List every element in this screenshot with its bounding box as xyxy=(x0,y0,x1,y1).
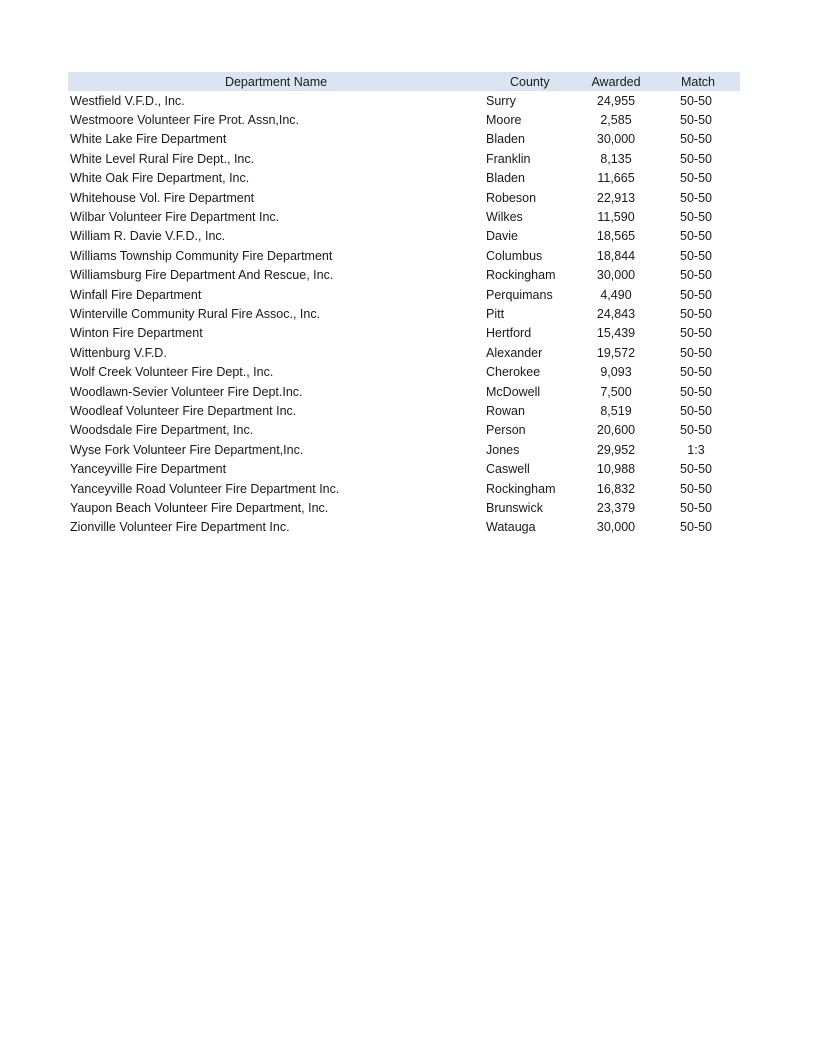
header-row xyxy=(68,72,740,91)
table-row xyxy=(68,324,740,343)
match-ratio-cell: 50-50 xyxy=(680,132,712,147)
awarded-amount-cell: 10,988 xyxy=(596,462,636,477)
department-name-cell: Yaupon Beach Volunteer Fire Department, Inc. xyxy=(70,500,329,515)
match-ratio-cell: 50-50 xyxy=(680,423,712,438)
awarded-amount-cell: 29,952 xyxy=(596,442,636,457)
table-row xyxy=(68,207,740,226)
awarded-amount-cell: 7,500 xyxy=(600,384,632,399)
department-name-cell: Winterville Community Rural Fire Assoc., Inc. xyxy=(70,306,321,321)
table-row xyxy=(68,518,740,537)
match-ratio-cell: 50-50 xyxy=(680,171,712,186)
county-cell: Robeson xyxy=(486,190,537,205)
county-cell: Bladen xyxy=(486,132,525,147)
table-row xyxy=(68,227,740,246)
department-name-cell: Wolf Creek Volunteer Fire Dept., Inc. xyxy=(70,365,274,380)
department-name-cell: Winfall Fire Department xyxy=(70,287,202,302)
awarded-amount-cell: 24,955 xyxy=(596,93,636,108)
county-cell: Franklin xyxy=(486,151,531,166)
table-row xyxy=(68,285,740,304)
department-name-cell: Woodsdale Fire Department, Inc. xyxy=(70,423,254,438)
awarded-amount-cell: 8,519 xyxy=(600,403,632,418)
department-name-cell: Woodlawn-Sevier Volunteer Fire Dept.Inc. xyxy=(70,384,303,399)
table-body xyxy=(68,91,740,537)
county-cell: Surry xyxy=(486,93,516,108)
department-name-cell: Wittenburg V.F.D. xyxy=(70,345,167,360)
table-row xyxy=(68,188,740,207)
department-name-cell: Woodleaf Volunteer Fire Department Inc. xyxy=(70,403,297,418)
match-ratio-cell: 50-50 xyxy=(680,287,712,302)
table-row xyxy=(68,91,740,110)
county-cell: Caswell xyxy=(486,462,530,477)
awarded-amount-cell: 24,843 xyxy=(596,306,636,321)
table-row xyxy=(68,440,740,459)
match-ratio-cell: 50-50 xyxy=(680,345,712,360)
table-row xyxy=(68,498,740,517)
table-row xyxy=(68,149,740,168)
match-ratio-cell: 50-50 xyxy=(680,229,712,244)
awarded-amount-cell: 11,665 xyxy=(597,171,635,186)
match-ratio-cell: 50-50 xyxy=(680,190,712,205)
awarded-amount-cell: 18,844 xyxy=(596,248,636,263)
match-ratio-cell: 50-50 xyxy=(680,113,712,128)
department-name-cell: Yanceyville Road Volunteer Fire Department Inc. xyxy=(70,481,340,496)
department-name-cell: William R. Davie V.F.D., Inc. xyxy=(70,229,226,244)
match-ratio-cell: 50-50 xyxy=(680,365,712,380)
county-cell: Bladen xyxy=(486,171,525,186)
table-row xyxy=(68,479,740,498)
department-name-cell: Westfield V.F.D., Inc. xyxy=(70,93,185,108)
county-cell: Hertford xyxy=(486,326,532,341)
department-name-cell: White Level Rural Fire Dept., Inc. xyxy=(70,151,255,166)
county-cell: Rockingham xyxy=(486,268,556,283)
table-row xyxy=(68,246,740,265)
match-ratio-cell: 50-50 xyxy=(680,268,712,283)
department-name-cell: Williamsburg Fire Department And Rescue, Inc. xyxy=(70,268,334,283)
county-cell: Watauga xyxy=(486,520,536,535)
department-name-cell: Zionville Volunteer Fire Department Inc. xyxy=(70,520,290,535)
table-row xyxy=(68,421,740,440)
header-match: Match xyxy=(680,74,716,89)
table-row xyxy=(68,110,740,129)
match-ratio-cell: 50-50 xyxy=(680,384,712,399)
match-ratio-cell: 1:3 xyxy=(687,442,705,457)
county-cell: Pitt xyxy=(486,306,505,321)
county-cell: Alexander xyxy=(486,345,543,360)
county-cell: Brunswick xyxy=(486,500,543,515)
match-ratio-cell: 50-50 xyxy=(680,306,712,321)
awarded-amount-cell: 19,572 xyxy=(596,345,636,360)
match-ratio-cell: 50-50 xyxy=(680,326,712,341)
match-ratio-cell: 50-50 xyxy=(680,93,712,108)
table-row xyxy=(68,266,740,285)
table-row xyxy=(68,362,740,381)
county-cell: McDowell xyxy=(486,384,541,399)
county-cell: Moore xyxy=(486,113,522,128)
county-cell: Jones xyxy=(486,442,520,457)
county-cell: Wilkes xyxy=(486,210,523,225)
awarded-amount-cell: 11,590 xyxy=(597,210,635,225)
awarded-amount-cell: 15,439 xyxy=(596,326,636,341)
department-name-cell: Whitehouse Vol. Fire Department xyxy=(70,190,255,205)
awarded-amount-cell: 30,000 xyxy=(596,520,636,535)
awarded-amount-cell: 16,832 xyxy=(596,481,636,496)
awarded-amount-cell: 20,600 xyxy=(596,423,636,438)
department-name-cell: Wyse Fork Volunteer Fire Department,Inc. xyxy=(70,442,304,457)
department-name-cell: Williams Township Community Fire Department xyxy=(70,248,333,263)
header-department-name: Department Name xyxy=(224,74,328,89)
county-cell: Rockingham xyxy=(486,481,556,496)
awarded-amount-cell: 30,000 xyxy=(596,132,636,147)
table-row xyxy=(68,459,740,478)
awarded-amount-cell: 18,565 xyxy=(596,229,636,244)
match-ratio-cell: 50-50 xyxy=(680,520,712,535)
table-row xyxy=(68,382,740,401)
match-ratio-cell: 50-50 xyxy=(680,462,712,477)
awarded-amount-cell: 30,000 xyxy=(596,268,636,283)
department-name-cell: Wilbar Volunteer Fire Department Inc. xyxy=(70,210,280,225)
awarded-amount-cell: 9,093 xyxy=(600,365,632,380)
department-name-cell: White Lake Fire Department xyxy=(70,132,227,147)
department-name-cell: Yanceyville Fire Department xyxy=(70,462,227,477)
match-ratio-cell: 50-50 xyxy=(680,248,712,263)
table-row xyxy=(68,343,740,362)
awards-table xyxy=(68,72,740,537)
match-ratio-cell: 50-50 xyxy=(680,481,712,496)
table-row xyxy=(68,304,740,323)
awarded-amount-cell: 22,913 xyxy=(596,190,636,205)
table-row xyxy=(68,169,740,188)
awarded-amount-cell: 2,585 xyxy=(600,113,632,128)
table-row xyxy=(68,130,740,149)
header-awarded: Awarded xyxy=(591,74,641,89)
county-cell: Cherokee xyxy=(486,365,541,380)
county-cell: Davie xyxy=(486,229,518,244)
department-name-cell: White Oak Fire Department, Inc. xyxy=(70,171,250,186)
match-ratio-cell: 50-50 xyxy=(680,403,712,418)
awarded-amount-cell: 8,135 xyxy=(600,151,632,166)
grant-awards-sheet xyxy=(68,72,740,537)
county-cell: Rowan xyxy=(486,403,525,418)
department-name-cell: Winton Fire Department xyxy=(70,326,203,341)
match-ratio-cell: 50-50 xyxy=(680,210,712,225)
table-row xyxy=(68,401,740,420)
awarded-amount-cell: 4,490 xyxy=(600,287,632,302)
county-cell: Columbus xyxy=(486,248,543,263)
county-cell: Person xyxy=(486,423,526,438)
match-ratio-cell: 50-50 xyxy=(680,151,712,166)
county-cell: Perquimans xyxy=(486,287,553,302)
department-name-cell: Westmoore Volunteer Fire Prot. Assn,Inc. xyxy=(70,113,300,128)
match-ratio-cell: 50-50 xyxy=(680,500,712,515)
header-county: County xyxy=(510,74,550,89)
awarded-amount-cell: 23,379 xyxy=(596,500,636,515)
